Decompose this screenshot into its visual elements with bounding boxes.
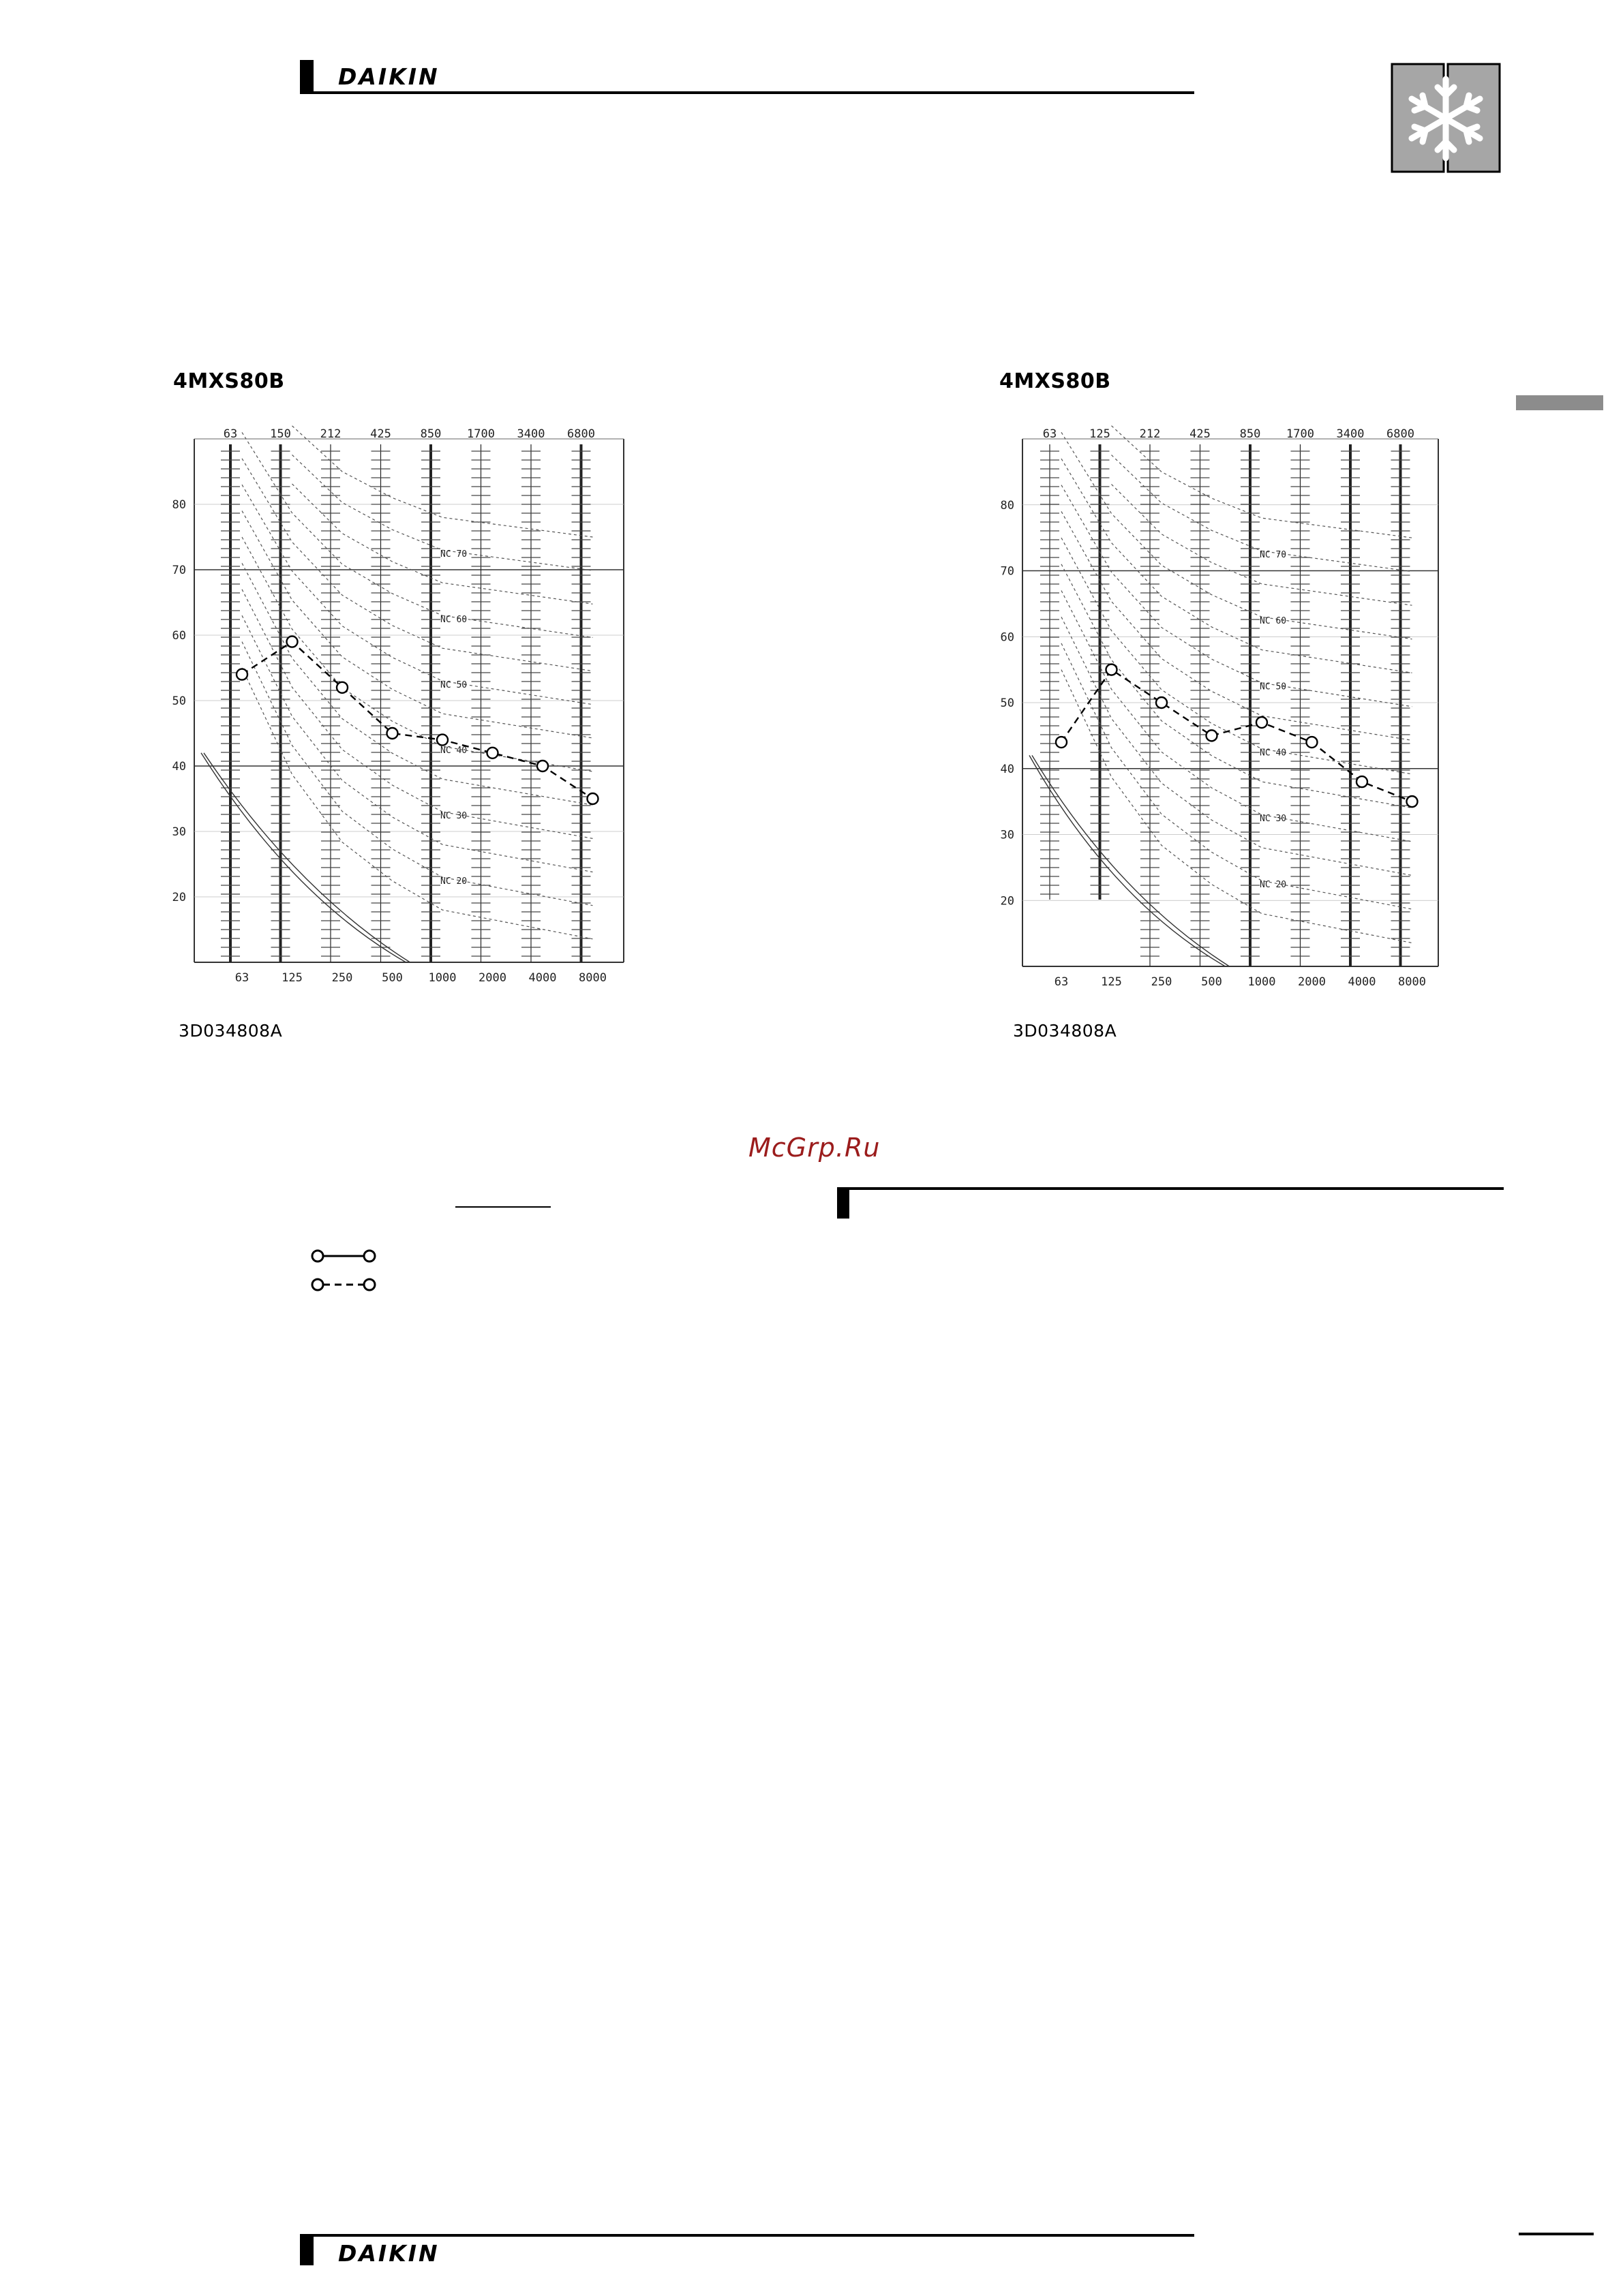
section-tab — [1516, 395, 1603, 410]
measured-point — [437, 735, 448, 746]
x-tick-label: 8000 — [1398, 975, 1426, 989]
nc-curve — [292, 484, 593, 604]
x-tick-label: 4000 — [528, 971, 557, 985]
x-tick-label: 8000 — [579, 971, 607, 985]
nc-curve-label: NC 60 — [440, 614, 468, 625]
nc-curve — [1061, 538, 1412, 774]
section-bar-block — [837, 1187, 849, 1219]
header-rule — [300, 91, 1194, 94]
x-tick-label: 63 — [234, 971, 249, 985]
band-edge-label: 3400 — [1336, 427, 1365, 441]
nc-curve — [1112, 426, 1412, 538]
band-edge-label: 125 — [1089, 427, 1110, 441]
measured-point — [1407, 796, 1418, 807]
x-tick-label: 63 — [1054, 975, 1069, 989]
x-tick-label: 500 — [382, 971, 403, 985]
band-edge-label: 212 — [1139, 427, 1161, 441]
threshold-curve — [1029, 755, 1226, 966]
header-brand-logo: DAIKIN — [338, 63, 440, 90]
band-edge-label: 3400 — [517, 427, 545, 441]
legend-solid-icon — [309, 1246, 378, 1266]
nc-curve — [242, 668, 593, 939]
y-tick-label: 30 — [172, 825, 186, 839]
nc-curve — [242, 590, 593, 839]
nc-curve — [1112, 485, 1412, 606]
nc-curve-label: NC 50 — [440, 679, 468, 690]
y-tick-label: 60 — [172, 629, 186, 643]
chart-1-code: 3D034808A — [179, 1021, 283, 1041]
x-tick-label: 125 — [282, 971, 303, 985]
y-tick-label: 60 — [1000, 630, 1014, 645]
band-edge-label: 6800 — [567, 427, 595, 441]
band-edge-label: 850 — [420, 427, 442, 441]
nc-curve-label: NC 20 — [440, 876, 468, 887]
nc-curve — [242, 511, 593, 738]
header-brand-block — [300, 60, 314, 91]
x-tick-label: 4000 — [1348, 975, 1376, 989]
measured-point — [1356, 776, 1367, 787]
y-tick-label: 40 — [172, 760, 186, 774]
nc-curve-label: NC 60 — [1260, 615, 1287, 626]
nc-curve — [242, 432, 593, 637]
band-edge-label: 425 — [370, 427, 391, 441]
band-edge-label: 425 — [1189, 427, 1211, 441]
band-edge-label: 6800 — [1386, 427, 1414, 441]
threshold-curve — [204, 753, 410, 962]
band-edge-label: 1700 — [1286, 427, 1314, 441]
measured-point — [1156, 697, 1167, 708]
y-tick-label: 40 — [1000, 762, 1014, 776]
x-tick-label: 1000 — [1247, 975, 1276, 989]
measured-point — [337, 682, 348, 693]
nc-curve — [1061, 459, 1412, 673]
y-tick-label: 50 — [1000, 697, 1014, 710]
y-tick-label: 70 — [172, 564, 186, 577]
measured-point — [588, 793, 598, 804]
nc-curve-label: NC 40 — [440, 745, 468, 756]
nc-curve — [1061, 432, 1412, 639]
chart-2-code: 3D034808A — [1013, 1021, 1117, 1041]
x-tick-label: 2000 — [479, 971, 506, 985]
chart-2 — [1000, 427, 1459, 995]
nc-curve — [1061, 670, 1412, 943]
measured-point — [1207, 730, 1217, 741]
threshold-curve — [201, 753, 406, 962]
nc-curve-label: NC 70 — [1260, 550, 1287, 561]
footer-rule — [300, 2234, 1194, 2237]
x-tick-label: 500 — [1201, 975, 1222, 989]
chart-1-title: 4MXS80B — [173, 369, 285, 393]
chart-1 — [174, 429, 644, 995]
x-tick-label: 250 — [1151, 975, 1172, 989]
y-tick-label: 20 — [1000, 894, 1014, 908]
footer-page-rule — [1519, 2233, 1594, 2235]
measured-point — [237, 669, 247, 680]
measured-point — [387, 728, 398, 739]
footer-brand-block — [300, 2234, 314, 2265]
x-tick-label: 125 — [1101, 975, 1122, 989]
nc-curve — [1061, 564, 1412, 808]
nc-curve — [1061, 617, 1412, 875]
x-tick-label: 2000 — [1298, 975, 1326, 989]
band-edge-label: 1700 — [467, 427, 495, 441]
underline-rule — [455, 1206, 551, 1208]
measured-series-line — [242, 642, 593, 799]
y-tick-label: 20 — [172, 891, 186, 904]
nc-curve-label: NC 20 — [1260, 879, 1287, 890]
measured-point — [1307, 737, 1318, 748]
measured-point — [537, 761, 548, 771]
nc-curve — [1061, 511, 1412, 740]
nc-curve — [292, 426, 593, 537]
y-tick-label: 30 — [1000, 828, 1014, 842]
band-edge-label: 63 — [223, 427, 238, 441]
measured-point — [1056, 737, 1067, 748]
band-edge-label: 63 — [1042, 427, 1057, 441]
legend-dashed-icon — [309, 1274, 378, 1295]
nc-curve-label: NC 30 — [440, 810, 468, 821]
chart-2-title: 4MXS80B — [999, 369, 1111, 393]
section-bar-rule — [837, 1187, 1504, 1190]
x-tick-label: 1000 — [428, 971, 457, 985]
snowflake-icon — [1391, 63, 1502, 174]
y-tick-label: 80 — [1000, 498, 1014, 512]
measured-point — [487, 748, 498, 759]
y-tick-label: 50 — [172, 694, 186, 708]
footer-brand-logo: DAIKIN — [338, 2240, 440, 2267]
nc-curve-label: NC 30 — [1260, 814, 1287, 825]
x-tick-label: 250 — [331, 971, 353, 985]
y-tick-label: 80 — [172, 498, 186, 512]
measured-point — [1256, 717, 1267, 728]
band-edge-label: 212 — [320, 427, 342, 441]
band-edge-label: 850 — [1239, 427, 1261, 441]
nc-curve-label: NC 70 — [440, 549, 468, 560]
nc-curve-label: NC 50 — [1260, 682, 1287, 692]
nc-curve-label: NC 40 — [1260, 748, 1287, 759]
y-tick-label: 70 — [1000, 564, 1014, 579]
watermark: McGrp.Ru — [748, 1133, 881, 1163]
nc-curve — [242, 485, 593, 705]
measured-point — [287, 637, 298, 647]
measured-point — [1106, 664, 1117, 675]
band-edge-label: 150 — [270, 427, 291, 441]
